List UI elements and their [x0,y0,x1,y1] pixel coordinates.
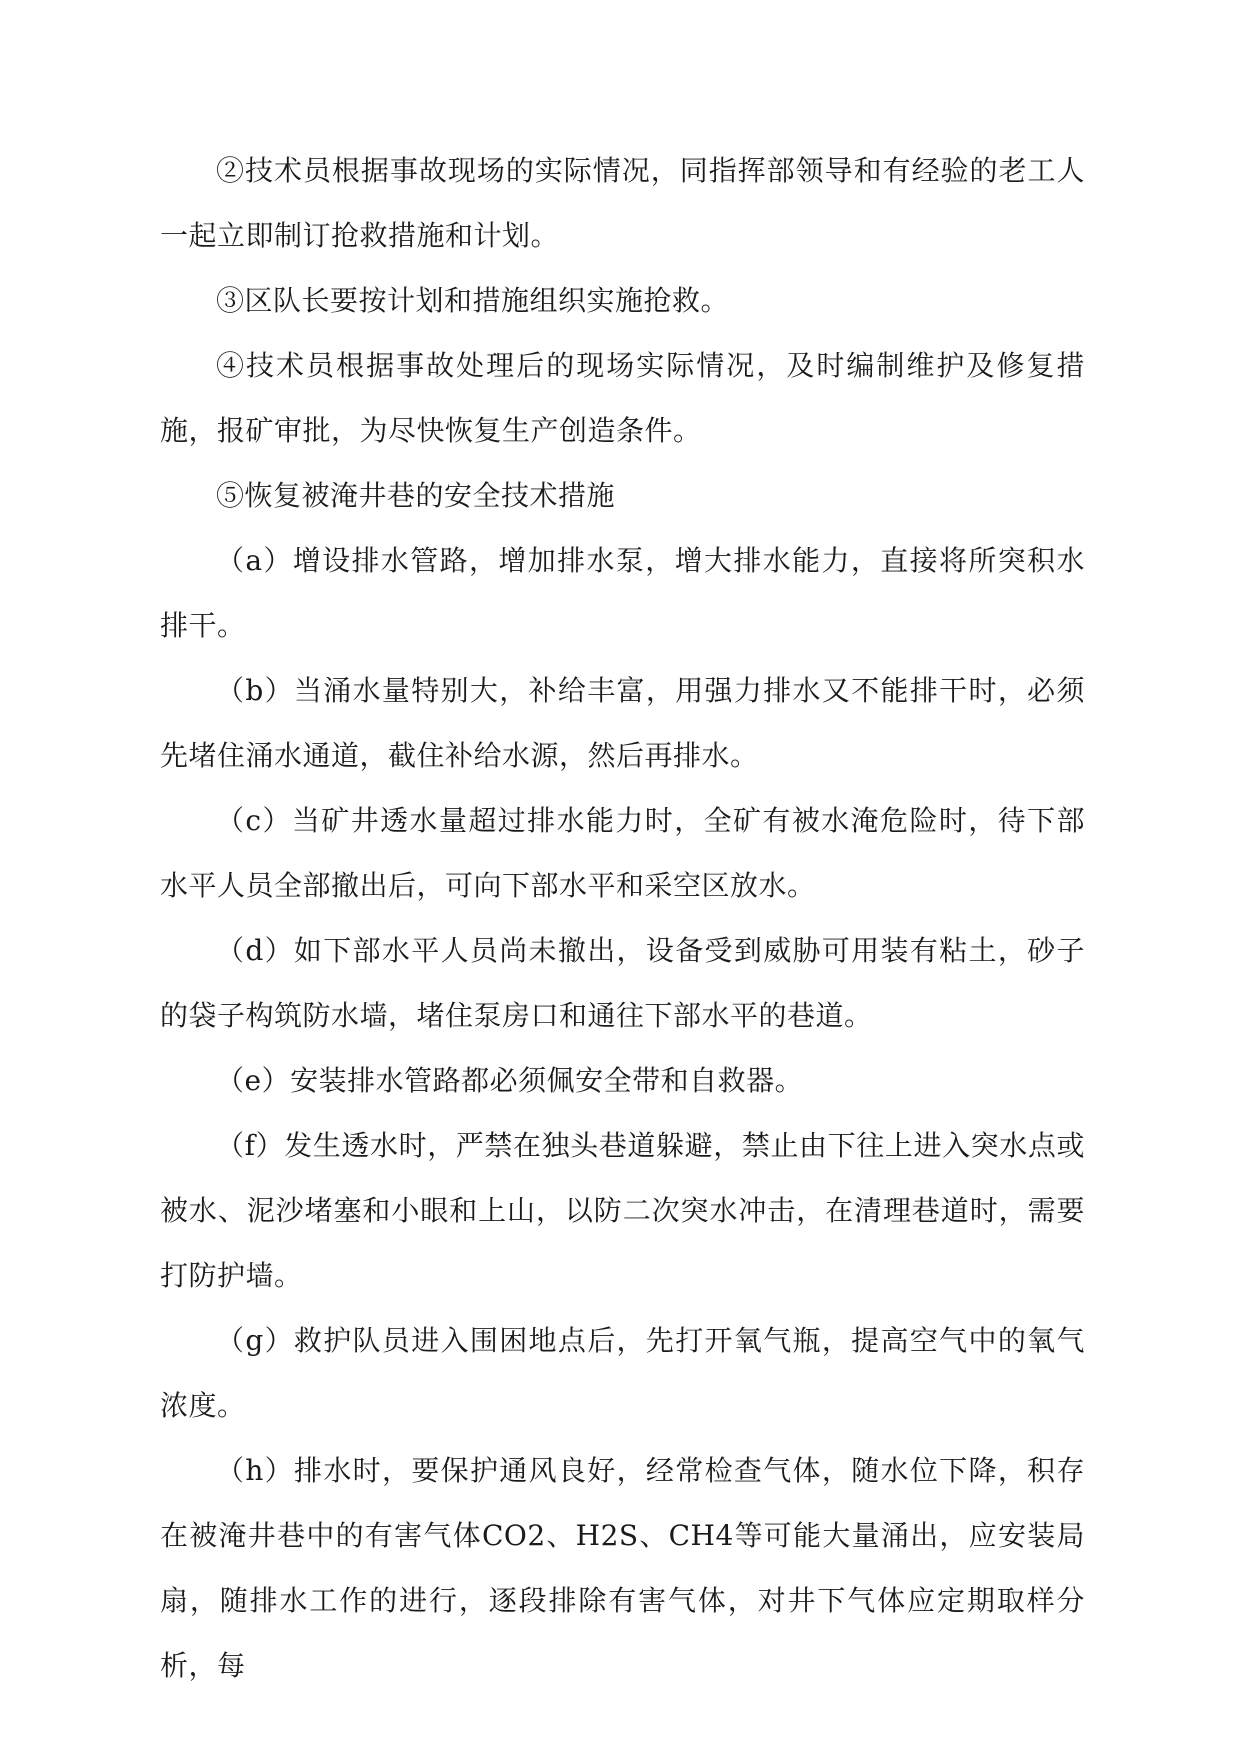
paragraph-item-c: （c）当矿井透水量超过排水能力时，全矿有被水淹危险时，待下部水平人员全部撤出后，可向下部水平和采空区放水。 [160,804,1085,902]
paragraph-item-g: （g）救护队员进入围困地点后，先打开氧气瓶，提高空气中的氧气浓度。 [160,1324,1085,1422]
paragraph-item-b: （b）当涌水量特别大，补给丰富，用强力排水又不能排干时，必须先堵住涌水通道，截住补给水源，然后再排水。 [160,674,1085,772]
paragraph-item-h: （h）排水时，要保护通风良好，经常检查气体，随水位下降，积存在被淹井巷中的有害气体CO2、H2S、CH4等可能大量涌出，应安装局扇，随排水工作的进行，逐段排除有害气体，对井下气体应定期取样分析，每 [160,1454,1085,1682]
paragraph-step-2: ②技术员根据事故现场的实际情况，同指挥部领导和有经验的老工人一起立即制订抢救措施和计划。 [160,154,1085,252]
document-body [160,138,1085,1698]
paragraph-item-a: （a）增设排水管路，增加排水泵，增大排水能力，直接将所突积水排干。 [160,544,1085,642]
paragraph-item-d: （d）如下部水平人员尚未撤出，设备受到威胁可用装有粘土，砂子的袋子构筑防水墙，堵住泵房口和通往下部水平的巷道。 [160,934,1085,1032]
paragraph-item-e: （e）安装排水管路都必须佩安全带和自救器。 [216,1064,804,1097]
paragraph-step-4: ④技术员根据事故处理后的现场实际情况，及时编制维护及修复措施，报矿审批，为尽快恢复生产创造条件。 [160,349,1085,447]
paragraph-step-5-heading: ⑤恢复被淹井巷的安全技术措施 [216,479,616,512]
paragraph-step-3: ③区队长要按计划和措施组织实施抢救。 [216,284,730,317]
paragraph-item-f: （f）发生透水时，严禁在独头巷道躲避，禁止由下往上进入突水点或被水、泥沙堵塞和小眼和上山，以防二次突水冲击，在清理巷道时，需要打防护墙。 [160,1129,1085,1292]
